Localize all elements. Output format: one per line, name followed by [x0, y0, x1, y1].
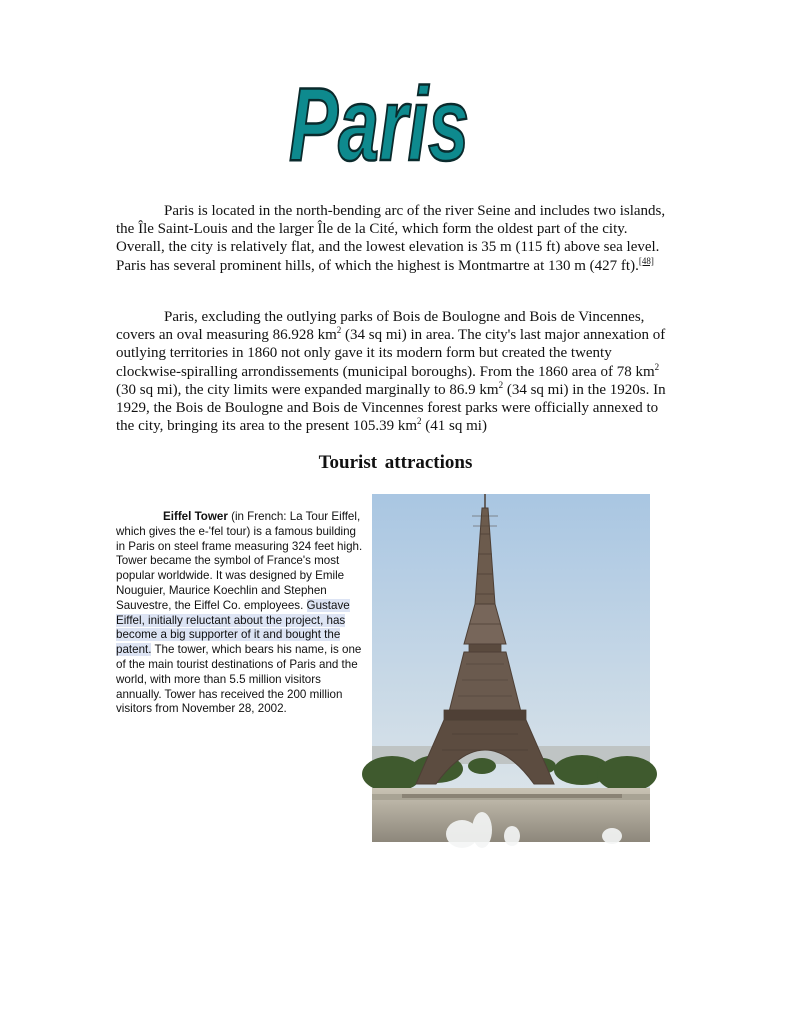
superscript: 2: [498, 379, 504, 390]
paragraph-area-text-2: (34 sq mi) in area. The city's last major annexation of outlying territories in 1860 not only gave it its modern form but created the twenty clockwise-spiralling arrondissements (municipal boroughs). From the 1860 area of 78 km: [116, 327, 666, 380]
superscript: 2: [417, 416, 422, 427]
citation-link[interactable]: [48]: [638, 255, 654, 266]
paragraph-area-text-1: Paris, excluding the outlying parks of Bois de Boulogne and Bois de Vincennes, covers an oval measuring 86.928 km: [116, 309, 645, 344]
paragraph-geography: [116, 202, 676, 275]
bridge: [402, 794, 622, 798]
eiffel-text-b: The tower, which bears his name, is one of the main tourist destinations of Paris and the world, with more than 5.5 million visitors annually. Tower has received the 200 million visitors from November 28, 2002.: [116, 643, 362, 716]
highlighted-text[interactable]: Gustave Eiffel, initially reluctant about the project, has become a big supporter of it and bought the patent.: [116, 598, 350, 657]
paragraph-area: [116, 308, 676, 435]
eiffel-tower-image: [372, 494, 650, 842]
eiffel-tower-photo: [372, 494, 650, 842]
eiffel-tower-label: Eiffel Tower: [163, 510, 228, 523]
paragraph-area-text-3: (30 sq mi), the city limits were expanded marginally to 86.9 km: [116, 381, 499, 398]
paragraph-geography-text: Paris is located in the north-bending arc of the river Seine and includes two islands, the Île Saint-Louis and the larger Île de la Cité, which form the oldest part of the city. Overall, the city is relatively flat, and the lowest elevation is 35 m (115 ft) above sea level. Paris has several prominent hills, of which the highest is Montmartre at 130 m (427 ft).: [116, 203, 666, 274]
eiffel-tower-paragraph: [116, 510, 364, 717]
paragraph-area-text-5: (41 sq mi): [421, 418, 487, 435]
wordart-title: [283, 52, 478, 183]
wordart-title-text: Paris: [289, 67, 469, 183]
section-heading: Tourist attractions: [318, 452, 473, 473]
eiffel-text-a: (in French: La Tour Eiffel, which gives the e-'fel tour) is a famous building in Paris on steel frame measuring 324 feet high. Tower became the symbol of France's most popular worldwide. It was designed by Emile Nouguier, Maurice Koechlin and Stephen Sauvestre, the Eiffel Co. employees.: [116, 510, 363, 612]
superscript: 2: [336, 325, 342, 336]
paragraph-area-text-4: (34 sq mi) in the 1920s. In 1929, the Bois de Boulogne and Bois de Vincennes forest parks were officially annexed to the city, bringing its area to the present 105.39 km: [116, 381, 666, 435]
wordart-title-graphic: [283, 52, 478, 183]
superscript: 2: [654, 361, 660, 372]
